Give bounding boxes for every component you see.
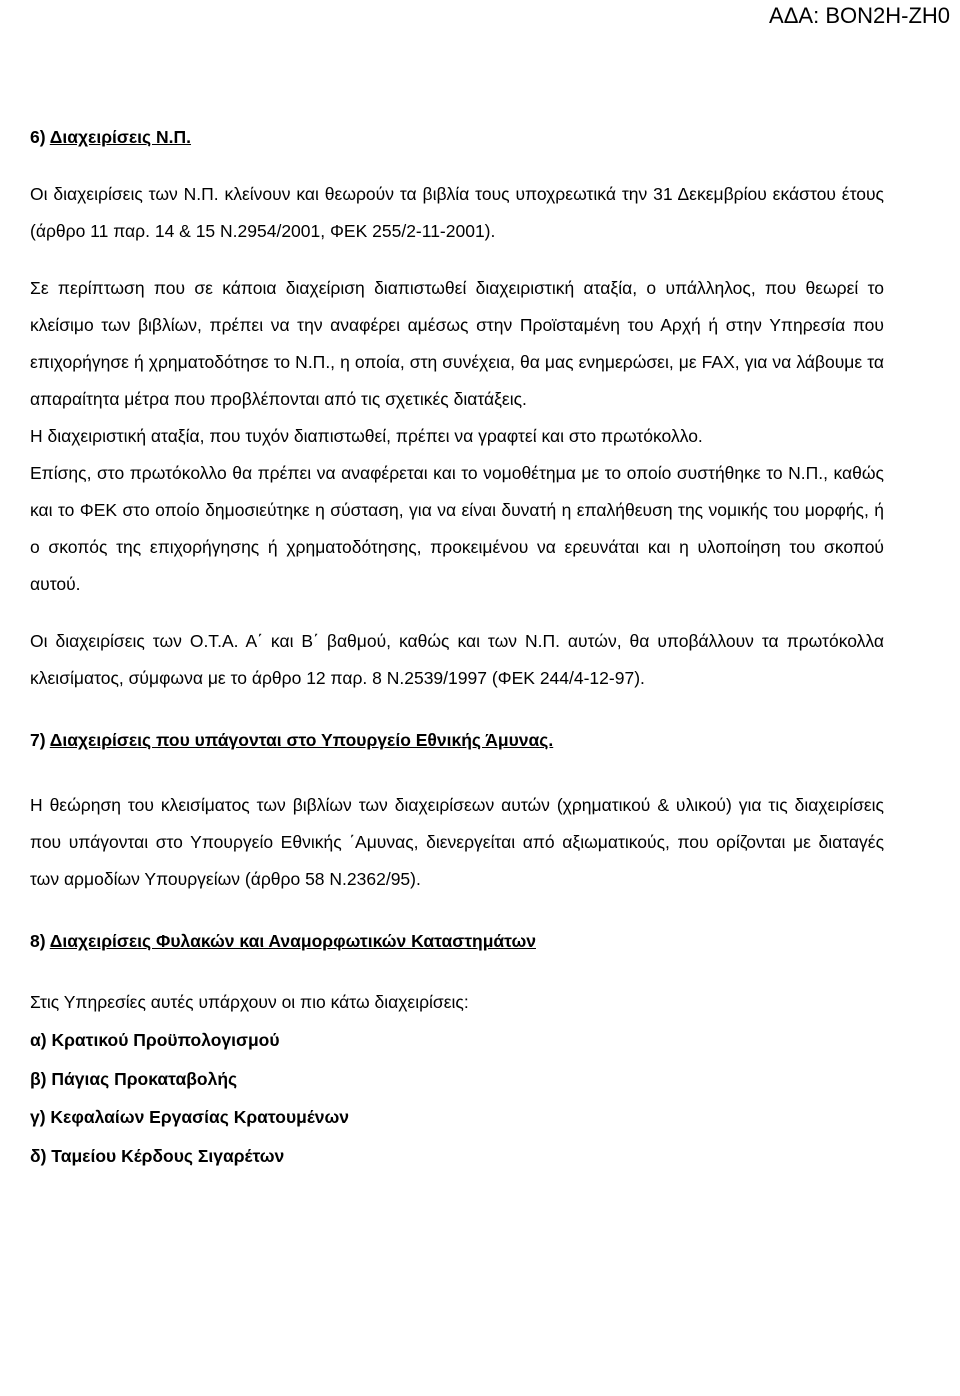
section-8-intro: Στις Υπηρεσίες αυτές υπάρχουν οι πιο κάτω διαχειρίσεις: — [30, 992, 469, 1012]
section-7-number: 7) — [30, 730, 50, 750]
section-6-paragraph-4: Επίσης, στο πρωτόκολλο θα πρέπει να αναφέρεται και το νομοθέτημα με το οποίο συστήθηκε το Ν.Π., καθώς και το ΦΕΚ στο οποίο δημοσιεύτηκε η σύσταση, για να είναι δυνατή η επαλήθευση της νομικής του μορφής, ή ο σκοπός της επιχορήγησης ή χρηματοδότησης, προκειμένου να ερευνάται και η υλοποίηση του σκοπού αυτού. — [30, 463, 884, 594]
list-item: α) Κρατικού Προϋπολογισμού — [30, 1030, 280, 1050]
section-6-paragraph-5: Οι διαχειρίσεις των Ο.Τ.Α. Α΄ και Β΄ βαθμού, καθώς και των Ν.Π. αυτών, θα υποβάλλουν τα πρωτόκολλα κλεισίματος, σύμφωνα με το άρθρο 12 παρ. 8 Ν.2539/1997 (ΦΕΚ 244/4-12-97). — [30, 631, 884, 688]
section-6-heading — [30, 118, 884, 156]
document-body — [30, 118, 884, 1175]
ada-code: ΑΔΑ: ΒΟΝ2Η-ΖΗ0 — [769, 3, 950, 28]
section-8-number: 8) — [30, 931, 50, 951]
section-8-title: Διαχειρίσεις Φυλακών και Αναμορφωτικών Καταστημάτων — [49, 931, 536, 951]
list-item: γ) Κεφαλαίων Εργασίας Κρατουμένων — [30, 1107, 349, 1127]
section-6-paragraph-3: Η διαχειριστική αταξία, που τυχόν διαπιστωθεί, πρέπει να γραφτεί και στο πρωτόκολλο. — [30, 426, 703, 446]
section-6-paragraph-2: Σε περίπτωση που σε κάποια διαχείριση διαπιστωθεί διαχειριστική αταξία, ο υπάλληλος, που θεωρεί το κλείσιμο των βιβλίων, πρέπει να την αναφέρει αμέσως στην Προϊσταμένη του Αρχή ή στην Υπηρεσία που επιχορήγησε ή χρηματοδότησε το Ν.Π., η οποία, στη συνέχεια, θα μας ενημερώσει, με FAX, για να λάβουμε τα απαραίτητα μέτρα που προβλέπονται από τις σχετικές διατάξεις. — [30, 278, 884, 409]
section-6-number: 6) — [30, 127, 50, 147]
section-7-title: Διαχειρίσεις που υπάγονται στο Υπουργείο Εθνικής Άμυνας. — [49, 730, 554, 750]
section-7-paragraph-1: Η θεώρηση του κλεισίματος των βιβλίων των διαχειρίσεων αυτών (χρηματικού & υλικού) για τις διαχειρίσεις που υπάγονται στο Υπουργείο Εθνικής ΄Αμυνας, διενεργείται από αξιωματικούς, που ορίζονται με διαταγές των αρμοδίων Υπουργείων (άρθρο 58 Ν.2362/95). — [30, 795, 884, 889]
section-8-heading — [30, 922, 884, 960]
section-6-paragraph-1: Οι διαχειρίσεις των Ν.Π. κλείνουν και θεωρούν τα βιβλία τους υποχρεωτικά την 31 Δεκεμβρίου εκάστου έτους (άρθρο 11 παρ. 14 & 15 Ν.2954/2001, ΦΕΚ 255/2-11-2001). — [30, 184, 884, 241]
section-7-heading — [30, 721, 884, 759]
list-item: δ) Ταμείου Κέρδους Σιγαρέτων — [30, 1145, 285, 1166]
section-6-title: Διαχειρίσεις Ν.Π. — [49, 127, 192, 147]
list-item: β) Πάγιας Προκαταβολής — [30, 1068, 238, 1089]
